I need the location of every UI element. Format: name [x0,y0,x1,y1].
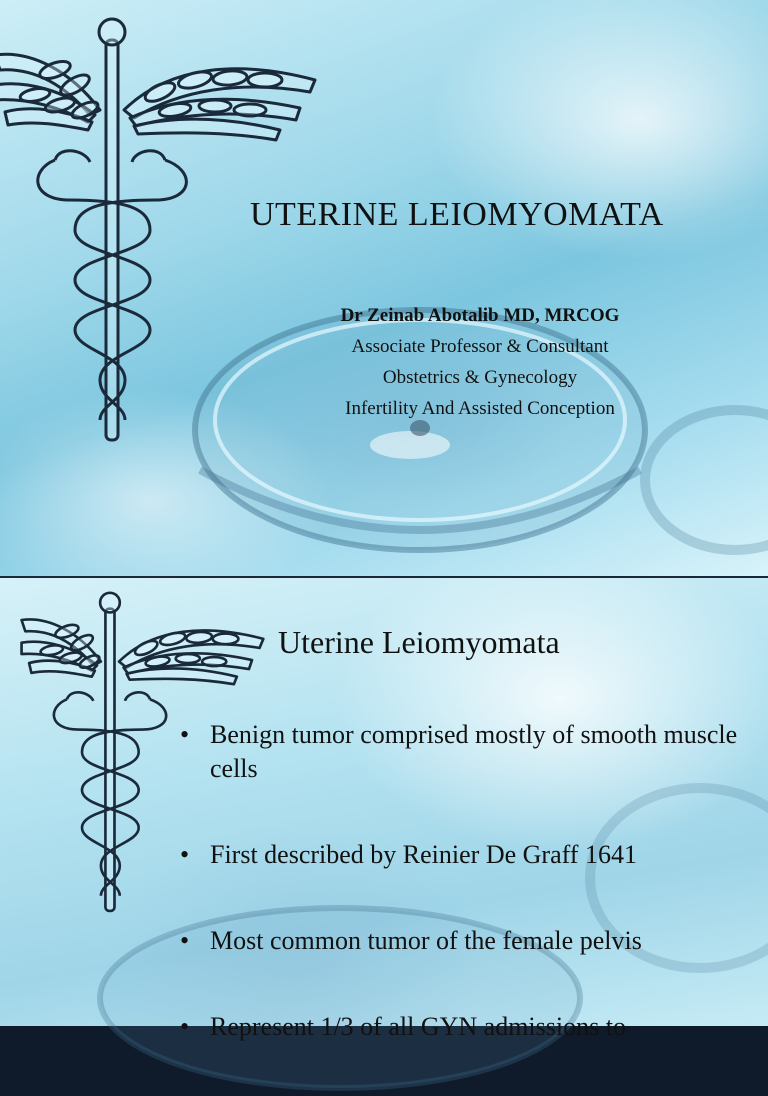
presenter-role: Associate Professor & Consultant [351,336,609,357]
presenter-info [300,300,660,424]
list-item [180,924,750,958]
bullet-text: Most common tumor of the female pelvis [210,926,642,955]
slide-title: UTERINE LEIOMYOMATA [250,196,664,233]
bullet-marker: • [180,926,190,955]
bullet-marker: • [180,840,190,869]
list-item [180,838,750,872]
bullet-text: First described by Reinier De Graff 1641 [210,840,637,869]
content-slide [0,576,768,1041]
bullet-marker: • [180,720,190,749]
caduceus-icon [0,10,330,460]
slide-title: Uterine Leiomyomata [278,624,560,660]
bullet-text: Benign tumor comprised mostly of smooth muscle cells [210,720,738,783]
presenter-department: Obstetrics & Gynecology [382,367,578,388]
bullet-text: Represent 1/3 of all GYN admissions to [210,1012,626,1041]
list-item [180,718,750,786]
presenter-specialty: Infertility And Assisted Conception [345,398,615,419]
list-item [180,1010,750,1044]
bullet-list [180,718,750,1096]
bullet-marker: • [180,1012,190,1041]
presenter-name: Dr Zeinab Abotalib MD, MRCOG [340,305,620,326]
